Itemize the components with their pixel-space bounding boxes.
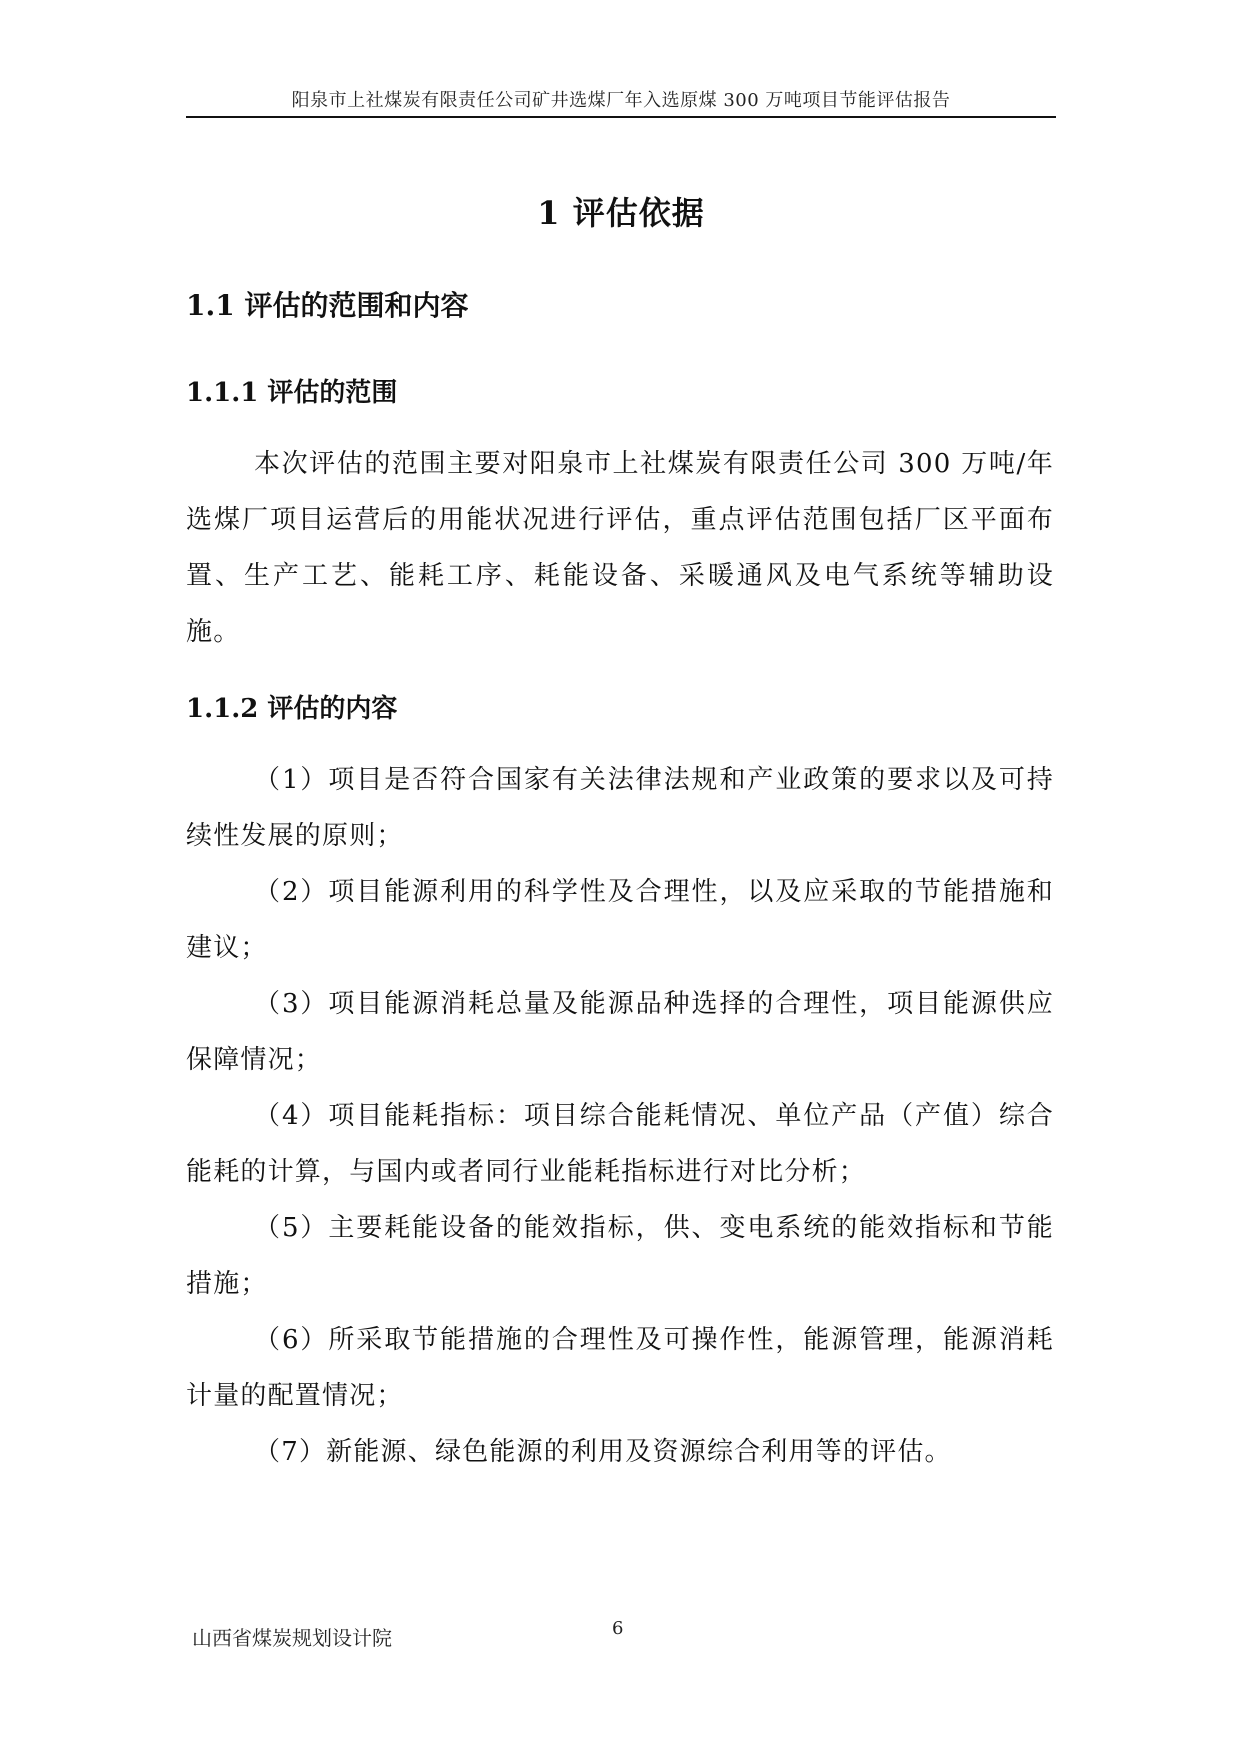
content-list: [186, 752, 1054, 1480]
running-header: 阳泉市上社煤炭有限责任公司矿井选煤厂年入选原煤 300 万吨项目节能评估报告: [291, 90, 951, 111]
list-item: （5）主要耗能设备的能效指标，供、变电系统的能效指标和节能措施；: [186, 1213, 1054, 1299]
list-item: （1）项目是否符合国家有关法律法规和产业政策的要求以及可持续性发展的原则；: [186, 765, 1054, 851]
section-heading-1-1-1: 1.1.1 评估的范围: [186, 378, 398, 408]
list-item: （4）项目能耗指标：项目综合能耗情况、单位产品（产值）综合能耗的计算，与国内或者同行业能耗指标进行对比分析；: [186, 1101, 1054, 1187]
list-item: （2）项目能源利用的科学性及合理性，以及应采取的节能措施和建议；: [186, 877, 1054, 963]
chapter-title: 1 评估依据: [537, 194, 705, 232]
list-item: （7）新能源、绿色能源的利用及资源综合利用等的评估。: [254, 1437, 952, 1467]
list-item: （6）所采取节能措施的合理性及可操作性，能源管理，能源消耗计量的配置情况；: [186, 1325, 1054, 1411]
footer-organization: 山西省煤炭规划设计院: [192, 1626, 392, 1650]
scope-paragraph: 本次评估的范围主要对阳泉市上社煤炭有限责任公司 300 万吨/年选煤厂项目运营后的用能状况进行评估，重点评估范围包括厂区平面布置、生产工艺、能耗工序、耗能设备、采暖通风及电气系统等辅助设施。: [186, 449, 1054, 647]
list-item: （3）项目能源消耗总量及能源品种选择的合理性，项目能源供应保障情况；: [186, 989, 1054, 1075]
page-number: 6: [612, 1618, 624, 1639]
header-divider: [186, 116, 1056, 118]
section-heading-1-1: 1.1 评估的范围和内容: [186, 289, 469, 322]
section-heading-1-1-2: 1.1.2 评估的内容: [186, 694, 398, 724]
